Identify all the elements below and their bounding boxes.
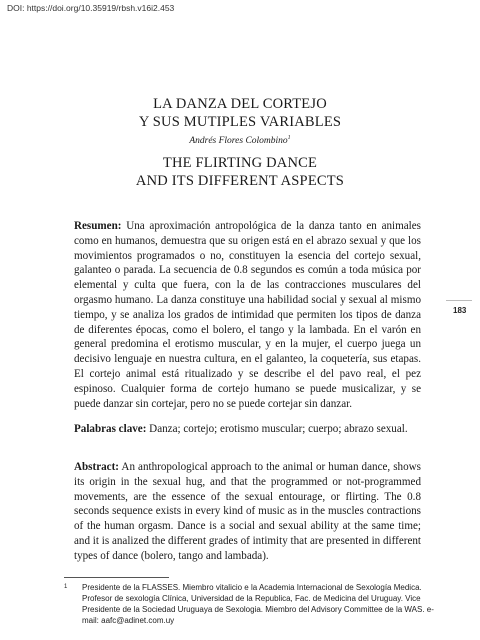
page-number: 183	[453, 306, 467, 315]
keywords-text: Danza; cortejo; erotismo muscular; cuerpo; abrazo sexual.	[146, 423, 408, 435]
author-footnote-mark: 1	[287, 135, 291, 141]
footnote-rule	[64, 577, 169, 578]
author	[60, 132, 420, 148]
author-name: Andrés Flores Colombino	[189, 136, 288, 147]
title-spanish	[60, 95, 420, 131]
footnote-mark: 1	[64, 584, 68, 590]
keywords-label: Palabras clave:	[74, 423, 147, 435]
title-spanish-line-2: Y SUS MUTIPLES VARIABLES	[138, 114, 342, 130]
footnote-text: Presidente de la FLASSES. Miembro vitalicio e la Academia Internacional de Sexología Medica. Profesor de sexología Clínica, Universidad de la Republica, Fac. de Medicina del Uruguay. Vice Presidente de la Sociedad Uruguaya de Sexologia. Miembro del Advisory Committee de la WAS. e-mail: aafc@adinet.com.uy	[82, 583, 434, 625]
title-block	[60, 95, 420, 190]
title-english	[60, 154, 420, 190]
doi-line: DOI: https://doi.org/10.35919/rbsh.v16i2.453	[7, 3, 175, 13]
abstract-paragraph	[74, 460, 421, 564]
title-english-line-2: AND ITS DIFFERENT ASPECTS	[135, 173, 345, 190]
keywords-paragraph	[74, 422, 421, 437]
title-english-line-1: THE FLIRTING DANCE	[162, 155, 318, 172]
page-number-rule	[446, 300, 472, 301]
title-spanish-line-1: LA DANZA DEL CORTEJO	[153, 96, 327, 112]
resumen-paragraph	[74, 219, 421, 411]
abstract-label: Abstract:	[74, 461, 119, 473]
footnote	[64, 582, 434, 626]
resumen-text: Una aproximación antropológica de la danza tanto en animales como en humanos, demuestra que su origen está en el abrazo sexual y que los movimientos programados o no, constituyen la esencia del cortejo sexual, galanteo o parada. La secuencia de 0.8 segundos es común a toda música por elemental y culta que fuera, con la de las contracciones musculares del orgasmo humano. La danza constituye una habilidad social y sexual al mismo tiempo, y se analiza los grados de intimidad que permiten los tipos de danza de diferentes épocas, como el bolero, el tango y la lambada. En el varón en general predomina el erotismo muscular, y en la mujer, el cuerpo juega un decisivo lenguaje en nuestra cultura, en el galanteo, la coquetería, sus etapas. El cortejo animal está ritualizado y se describe el del pavo real, el pez espinoso. Cualquier forma de cortejo humano se puede musicalizar, y se puede danzar sin cortejar, pero no se puede cortejar sin danzar.	[74, 220, 421, 410]
resumen-label: Resumen:	[74, 220, 122, 232]
abstract-text: An anthropological approach to the animal or human dance, shows its origin in the sexual hug, and that the programmed or not-programmed movements, are the essence of the sexual entourage, or flirting. The 0.8 seconds sequence exists in every kind of music as in the muscles contractions of the human orgasm. Dance is a social and sexual ability at the same time; and it is analized the different grades of intimity that are presented in different types of dance (bolero, tango and lambada).	[74, 461, 421, 562]
